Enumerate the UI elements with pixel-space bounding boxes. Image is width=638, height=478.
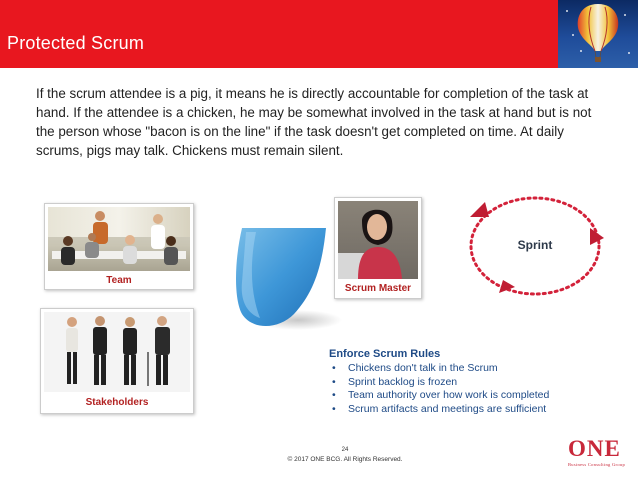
stakeholders-photo xyxy=(44,312,190,392)
slide-title: Protected Scrum xyxy=(7,33,145,53)
scrum-master-card xyxy=(334,197,422,299)
rules-title: Enforce Scrum Rules xyxy=(329,348,441,360)
logo-name: ONE xyxy=(568,436,621,461)
list-item xyxy=(329,376,629,390)
person xyxy=(66,316,170,386)
bullet-icon: • xyxy=(332,402,336,415)
list-item xyxy=(329,362,629,376)
list-item xyxy=(329,389,629,403)
stakeholders-card xyxy=(40,308,194,414)
sprint-label: Sprint xyxy=(517,238,553,252)
body-paragraph: If the scrum attendee is a pig, it means he is directly accountable for completion of the task at hand. If the attendee is a chicken, he may be somewhat involved in the task at hand but is not the person whose "bacon is on the line" if the task doesn't get completed on time. At daily scrums, pigs may talk. Chickens must remain silent. xyxy=(36,86,592,158)
rules-list xyxy=(329,362,629,416)
list-item xyxy=(329,403,629,417)
team-label: Team xyxy=(106,275,132,286)
logo-tagline: Business Consulting Group xyxy=(568,462,626,467)
copyright-text: © 2017 ONE BCG. All Rights Reserved. xyxy=(287,456,403,463)
stakeholders-label: Stakeholders xyxy=(85,397,149,408)
bullet-icon: • xyxy=(332,389,336,402)
balloon-image xyxy=(558,0,638,68)
company-logo xyxy=(560,436,632,470)
shield-shape-icon xyxy=(232,222,342,334)
bullet-icon: • xyxy=(332,375,336,388)
team-photo xyxy=(48,207,190,271)
team-card xyxy=(44,203,194,290)
scrum-rules xyxy=(329,348,629,416)
bullet-icon: • xyxy=(332,362,336,374)
rule-text: Chickens don't talk in the Scrum xyxy=(348,362,498,374)
scrum-master-label: Scrum Master xyxy=(344,283,412,294)
title-bar xyxy=(0,0,638,68)
rule-text: Sprint backlog is frozen xyxy=(348,375,458,388)
rule-text: Team authority over how work is completed xyxy=(348,389,550,402)
rule-text: Scrum artifacts and meetings are sufficient xyxy=(348,402,547,415)
hot-air-balloon-icon xyxy=(558,0,638,68)
page-number: 24 xyxy=(341,447,349,453)
scrum-master-photo xyxy=(338,201,418,279)
